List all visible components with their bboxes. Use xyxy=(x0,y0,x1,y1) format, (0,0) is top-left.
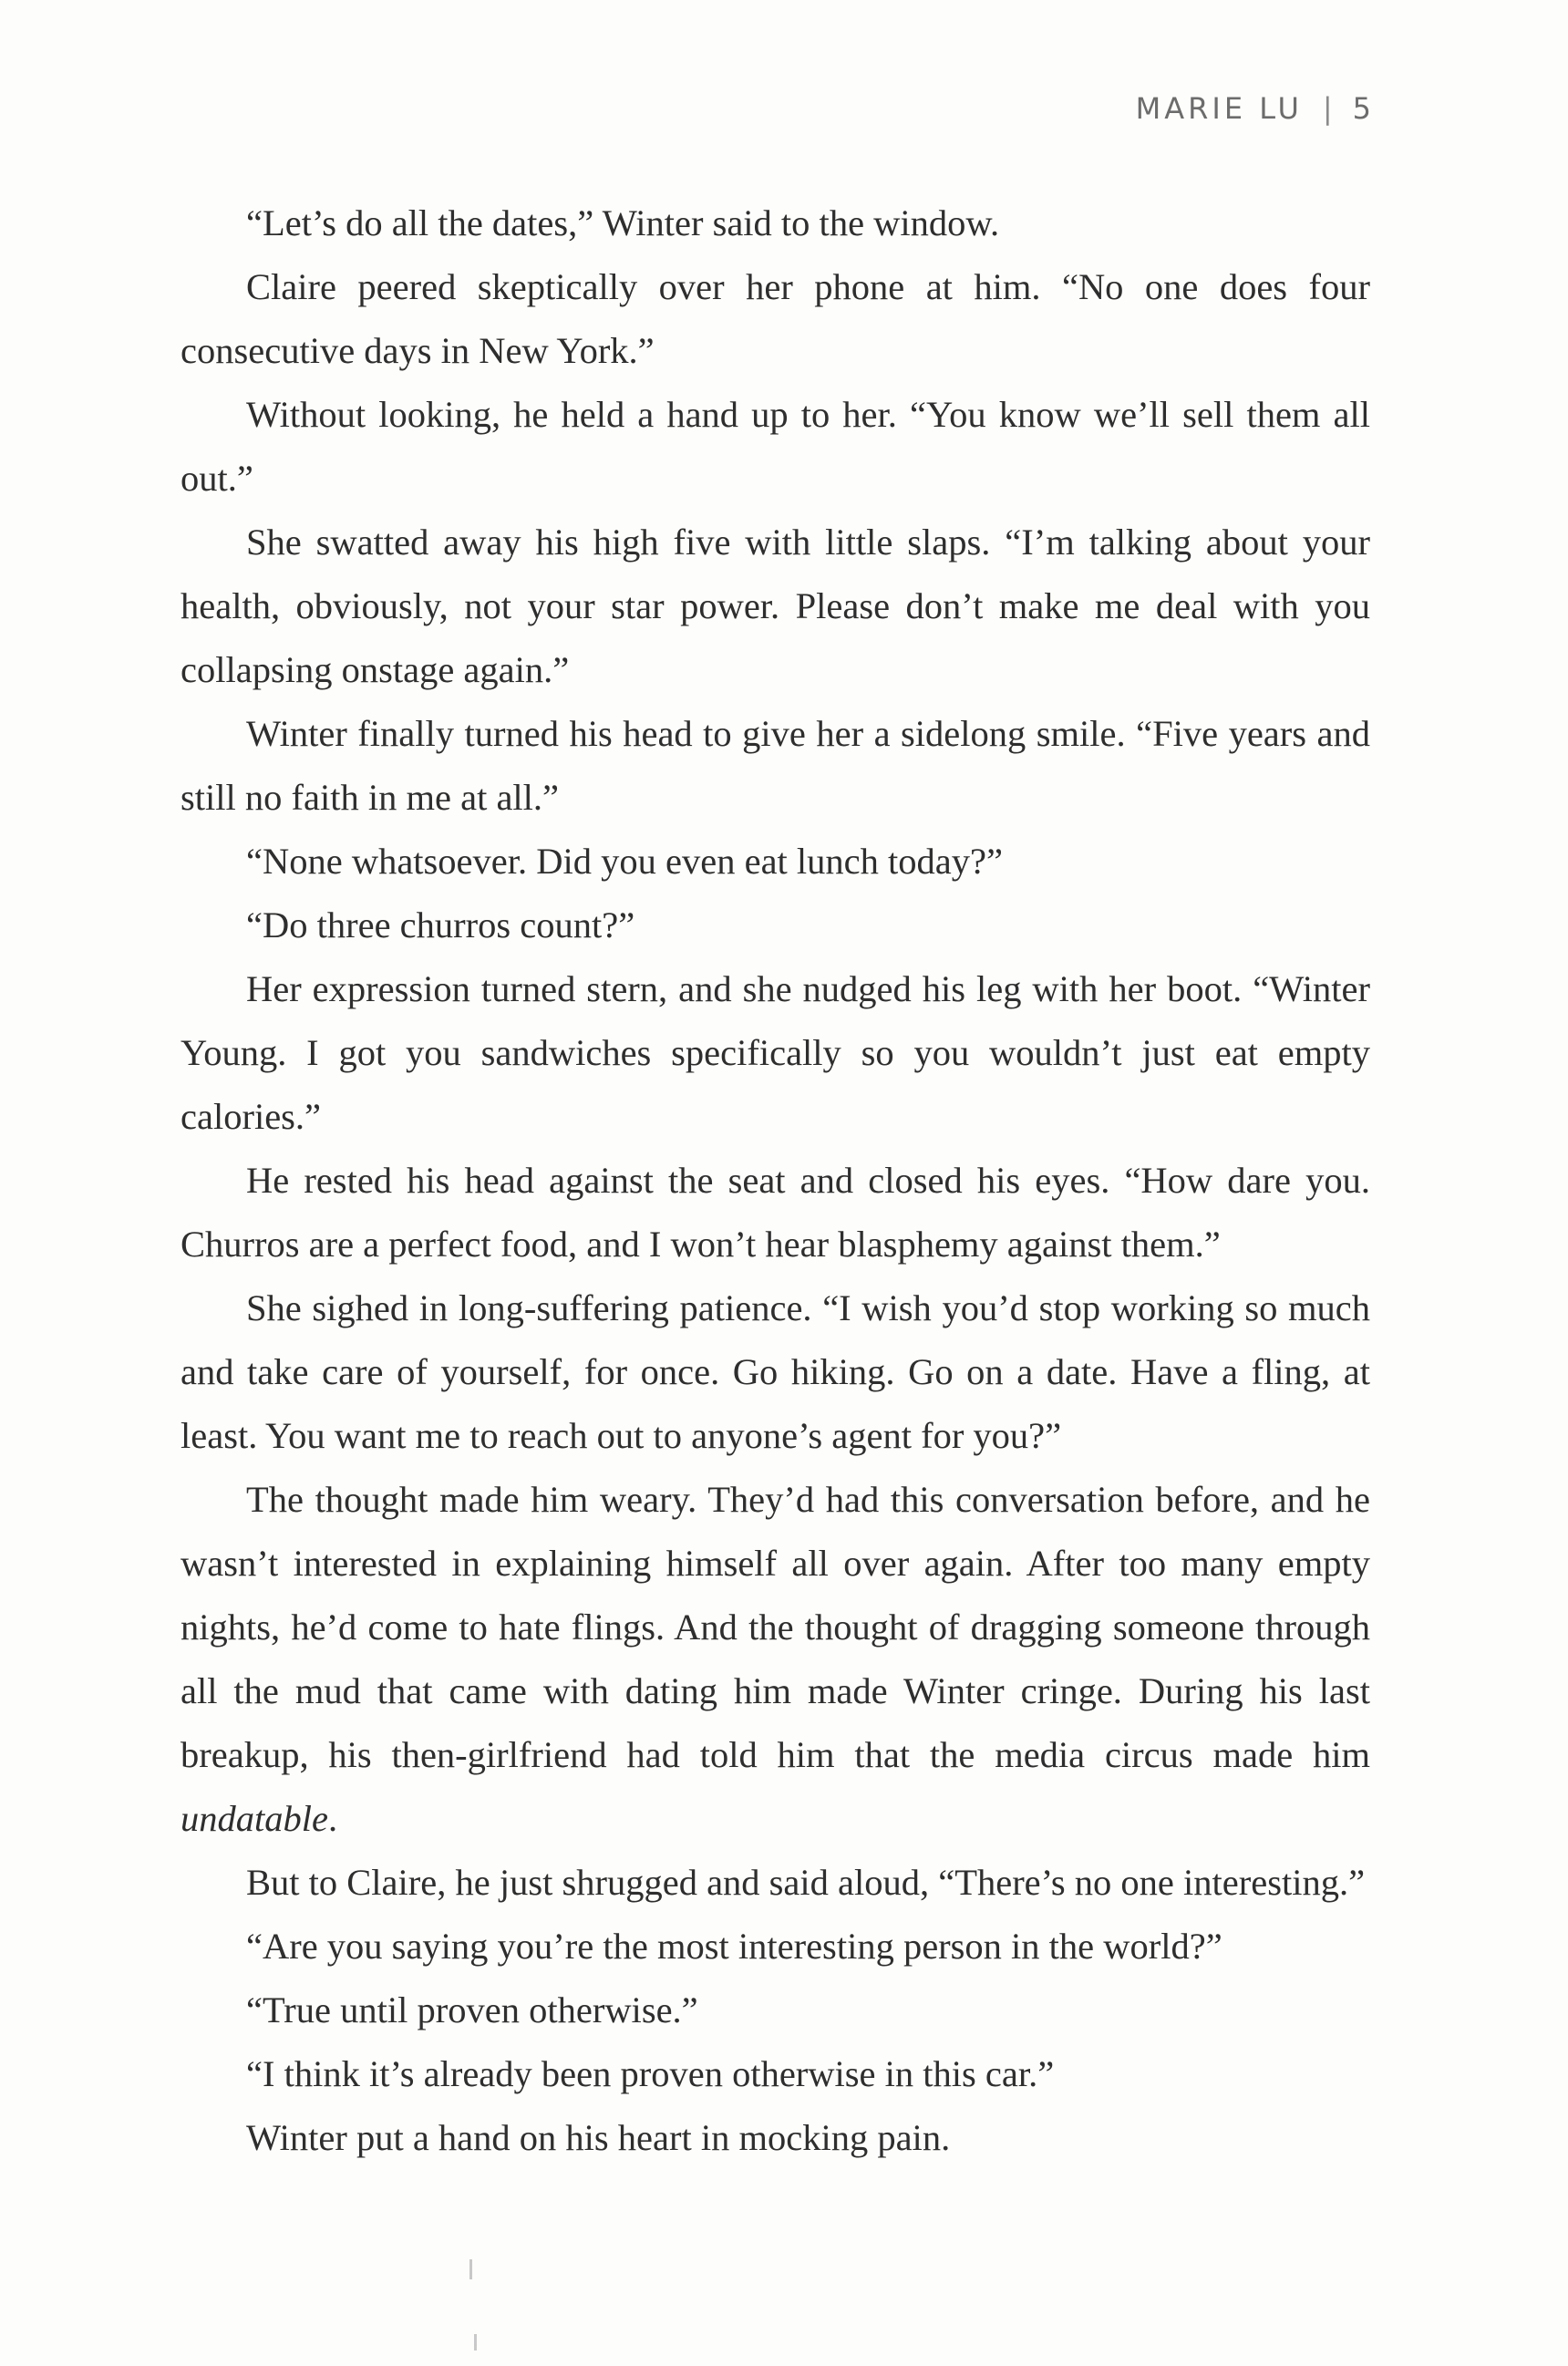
paragraph-9: He rested his head against the seat and closed his eyes. “How dare you. Churros are a perfect food, and I won’t hear blasphemy against them.” xyxy=(181,1160,1370,1265)
paragraph-11 xyxy=(181,1468,1370,1851)
paragraph-10: She sighed in long-suffering patience. “I wish you’d stop working so much and take care of yourself, for once. Go hiking. Go on a date. Have a fling, at least. You want me to reach out to anyone’s agent for you?” xyxy=(181,1287,1370,1456)
scan-speck xyxy=(474,2334,477,2351)
scan-speck xyxy=(469,2259,472,2279)
paragraph-12: But to Claire, he just shrugged and said aloud, “There’s no one interesting.” xyxy=(246,1862,1366,1903)
paragraph-3: Without looking, he held a hand up to her. “You know we’ll sell them all out.” xyxy=(181,394,1370,499)
running-head xyxy=(1136,91,1371,126)
paragraph-1: “Let’s do all the dates,” Winter said to the window. xyxy=(246,202,1000,243)
italic-word: undatable xyxy=(181,1798,328,1839)
paragraph-15: “I think it’s already been proven otherwise in this car.” xyxy=(246,2053,1055,2094)
paragraph-2: Claire peered skeptically over her phone at him. “No one does four consecutive days in New York.” xyxy=(181,266,1370,371)
page-number: 5 xyxy=(1352,91,1371,126)
paragraph-16: Winter put a hand on his heart in mocking pain. xyxy=(246,2117,951,2158)
paragraph-13: “Are you saying you’re the most interesting person in the world?” xyxy=(246,1926,1222,1967)
body-text xyxy=(181,191,1370,2170)
paragraph-8: Her expression turned stern, and she nudged his leg with her boot. “Winter Young. I got you sandwiches specifically so you wouldn’t just eat empty calories.” xyxy=(181,968,1370,1137)
paragraph-14: “True until proven otherwise.” xyxy=(246,1989,698,2030)
paragraph-4: She swatted away his high five with little slaps. “I’m talking about your health, obviously, not your star power. Please don’t make me deal with you collapsing onstage again.” xyxy=(181,522,1370,690)
author-name: MARIE LU xyxy=(1135,91,1303,126)
paragraph-11-text: The thought made him weary. They’d had this conversation before, and he wasn’t interested in explaining himself all over again. After too many empty nights, he’d come to hate flings. And the thought of dragging someone through all the mud that came with dating him made Winter cringe. During his last breakup, his then-girlfriend had told him that the media circus made him xyxy=(181,1479,1370,1775)
paragraph-5: Winter finally turned his head to give her a sidelong smile. “Five years and still no faith in me at all.” xyxy=(181,713,1370,818)
paragraph-6: “None whatsoever. Did you even eat lunch today?” xyxy=(246,841,1003,882)
header-separator: | xyxy=(1322,91,1333,126)
paragraph-7: “Do three churros count?” xyxy=(246,904,635,945)
paragraph-11-end: . xyxy=(327,1798,338,1839)
